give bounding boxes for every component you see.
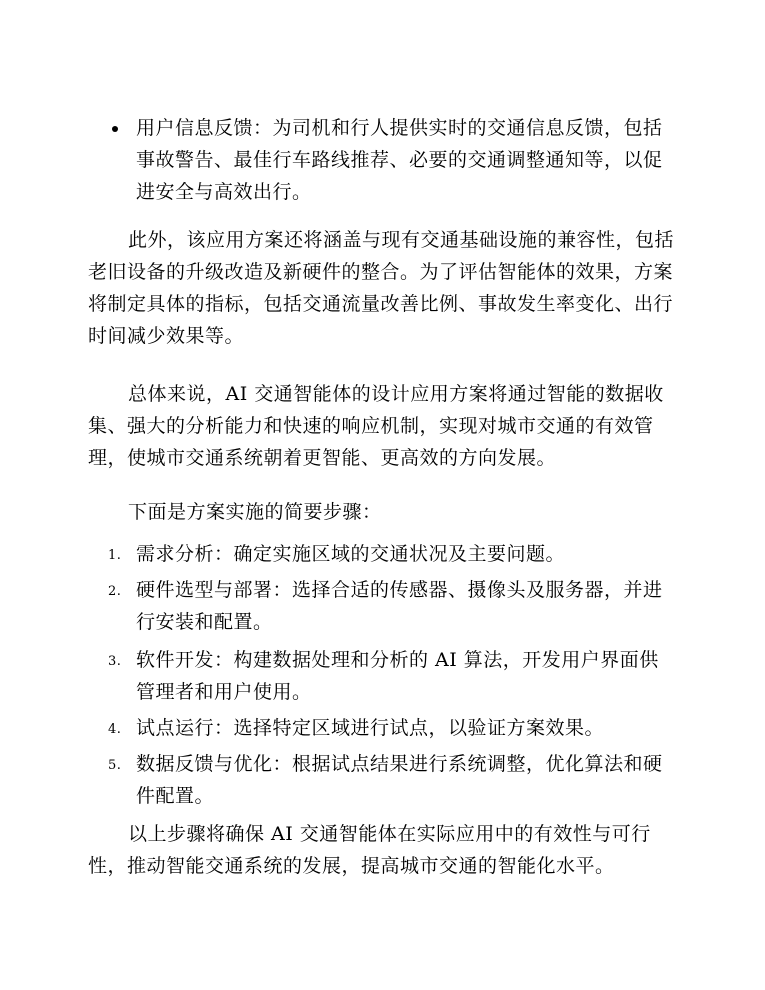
paragraph-steps-intro: 下面是方案实施的简要步骤： xyxy=(128,501,382,523)
step-item-1 xyxy=(108,538,678,570)
step-number: 1. xyxy=(108,548,122,563)
bullet-dot-icon xyxy=(112,126,118,132)
bullet-list-item xyxy=(112,112,678,208)
step-number: 4. xyxy=(108,722,122,737)
step-item-2 xyxy=(108,574,678,638)
step-number: 5. xyxy=(108,758,122,773)
paragraph-summary: 总体来说，AI 交通智能体的设计应用方案将通过智能的数据收集、强大的分析能力和快速的响应机制，实现对城市交通的有效管理，使城市交通系统朝着更智能、更高效的方向发展。 xyxy=(88,383,664,469)
step-number: 3. xyxy=(108,654,122,669)
step-number: 2. xyxy=(108,584,122,599)
paragraph-compatibility: 此外，该应用方案还将涵盖与现有交通基础设施的兼容性，包括老旧设备的升级改造及新硬件的整合。为了评估智能体的效果，方案将制定具体的指标，包括交通流量改善比例、事故发生率变化、出行时间减少效果等。 xyxy=(88,229,675,347)
step-text: 需求分析：确定实施区域的交通状况及主要问题。 xyxy=(136,543,566,565)
paragraph-conclusion: 以上步骤将确保 AI 交通智能体在实际应用中的有效性与可行性，推动智能交通系统的发展，提高城市交通的智能化水平。 xyxy=(88,823,651,877)
step-text: 试点运行：选择特定区域进行试点，以验证方案效果。 xyxy=(136,717,605,739)
step-item-5 xyxy=(108,748,678,812)
step-text: 软件开发：构建数据处理和分析的 AI 算法，开发用户界面供管理者和用户使用。 xyxy=(136,649,659,703)
step-text: 数据反馈与优化：根据试点结果进行系统调整，优化算法和硬件配置。 xyxy=(136,753,663,807)
step-text: 硬件选型与部署：选择合适的传感器、摄像头及服务器，并进行安装和配置。 xyxy=(136,579,663,633)
step-item-3 xyxy=(108,644,678,708)
step-item-4 xyxy=(108,712,678,744)
bullet-item-text: 用户信息反馈：为司机和行人提供实时的交通信息反馈，包括事故警告、最佳行车路线推荐、必要的交通调整通知等，以促进安全与高效出行。 xyxy=(136,117,663,203)
